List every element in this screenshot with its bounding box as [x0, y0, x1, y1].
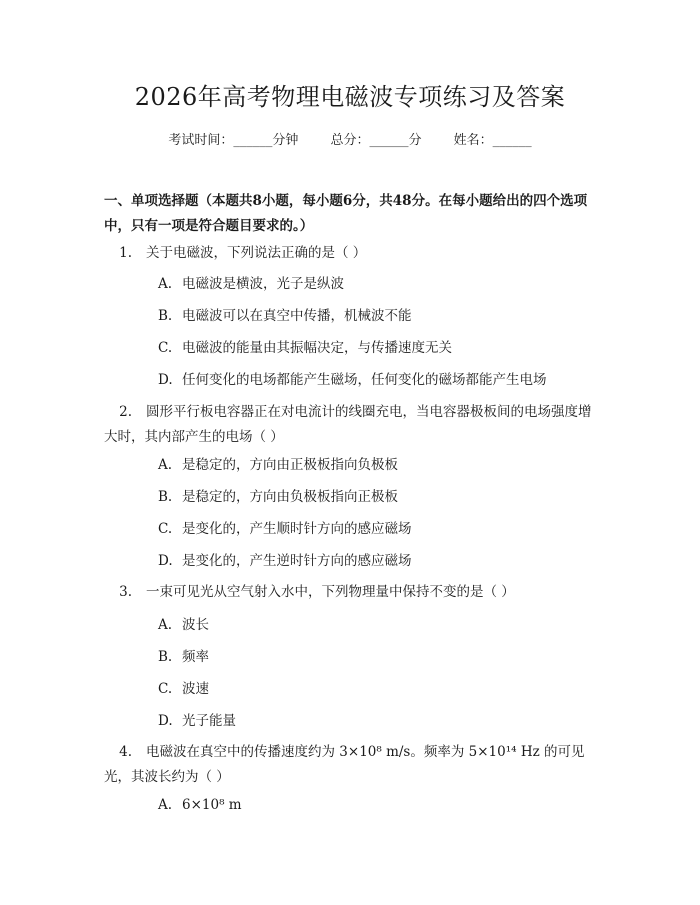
option-letter: C. [158, 521, 173, 537]
option-letter: A. [158, 797, 173, 813]
question-number: 2. [119, 404, 132, 420]
option-text: 是稳定的，方向由负极板指向正极板 [182, 489, 398, 505]
name-field: 姓名：______ [453, 133, 532, 148]
exam-meta [0, 131, 700, 151]
option-2c [158, 518, 598, 540]
option-3a [158, 614, 598, 636]
option-1d [158, 369, 598, 391]
option-text: 电磁波可以在真空中传播，机械波不能 [182, 308, 412, 324]
option-letter: B. [158, 649, 173, 665]
option-1c [158, 337, 598, 359]
section-heading: 一、单项选择题（本题共8小题，每小题6分，共48分。在每小题给出的四个选项中，只有一项是符合题目要求的。） [104, 193, 588, 234]
option-3c [158, 678, 598, 700]
question-2 [104, 400, 604, 450]
option-letter: D. [158, 372, 173, 388]
option-letter: B. [158, 489, 173, 505]
time-field: 考试时间：______分钟 [168, 133, 299, 148]
option-letter: D. [158, 553, 173, 569]
option-2b [158, 486, 598, 508]
option-text: 频率 [182, 649, 209, 665]
question-stem: 关于电磁波，下列说法正确的是（ ） [146, 245, 367, 261]
question-number: 3. [119, 584, 132, 600]
option-text: 任何变化的电场都能产生磁场，任何变化的磁场都能产生电场 [182, 372, 547, 388]
question-1 [104, 241, 604, 266]
option-3b [158, 646, 598, 668]
option-text: 是变化的，产生逆时针方向的感应磁场 [182, 553, 412, 569]
option-text: 波速 [182, 681, 209, 697]
option-letter: C. [158, 681, 173, 697]
option-letter: C. [158, 340, 173, 356]
option-2a [158, 454, 598, 476]
option-letter: A. [158, 617, 173, 633]
option-letter: B. [158, 308, 173, 324]
question-4 [104, 740, 604, 790]
question-stem: 电磁波在真空中的传播速度约为 3×10⁸ m/s。频率为 5×10¹⁴ Hz 的可见光，其波长约为（ ） [104, 744, 585, 785]
option-1a [158, 273, 598, 295]
option-1b [158, 305, 598, 327]
question-number: 4. [119, 744, 132, 760]
option-text: 6×10⁸ m [182, 797, 242, 813]
option-4a [158, 794, 598, 816]
option-text: 电磁波的能量由其振幅决定，与传播速度无关 [182, 340, 452, 356]
score-field: 总分：______分 [330, 133, 422, 148]
option-text: 是变化的，产生顺时针方向的感应磁场 [182, 521, 412, 537]
question-number: 1. [119, 245, 132, 261]
option-text: 是稳定的，方向由正极板指向负极板 [182, 457, 398, 473]
option-2d [158, 550, 598, 572]
option-letter: D. [158, 713, 173, 729]
question-3 [104, 580, 604, 605]
option-text: 电磁波是横波，光子是纵波 [182, 276, 344, 292]
page-title: 2026年高考物理电磁波专项练习及答案 [134, 83, 566, 111]
option-letter: A. [158, 276, 173, 292]
question-stem: 一束可见光从空气射入水中，下列物理量中保持不变的是（ ） [146, 584, 515, 600]
question-stem: 圆形平行板电容器正在对电流计的线圈充电，当电容器极板间的电场强度增大时，其内部产生的电场（ ） [104, 404, 592, 445]
option-text: 光子能量 [182, 713, 236, 729]
option-letter: A. [158, 457, 173, 473]
option-text: 波长 [182, 617, 209, 633]
option-3d [158, 710, 598, 732]
